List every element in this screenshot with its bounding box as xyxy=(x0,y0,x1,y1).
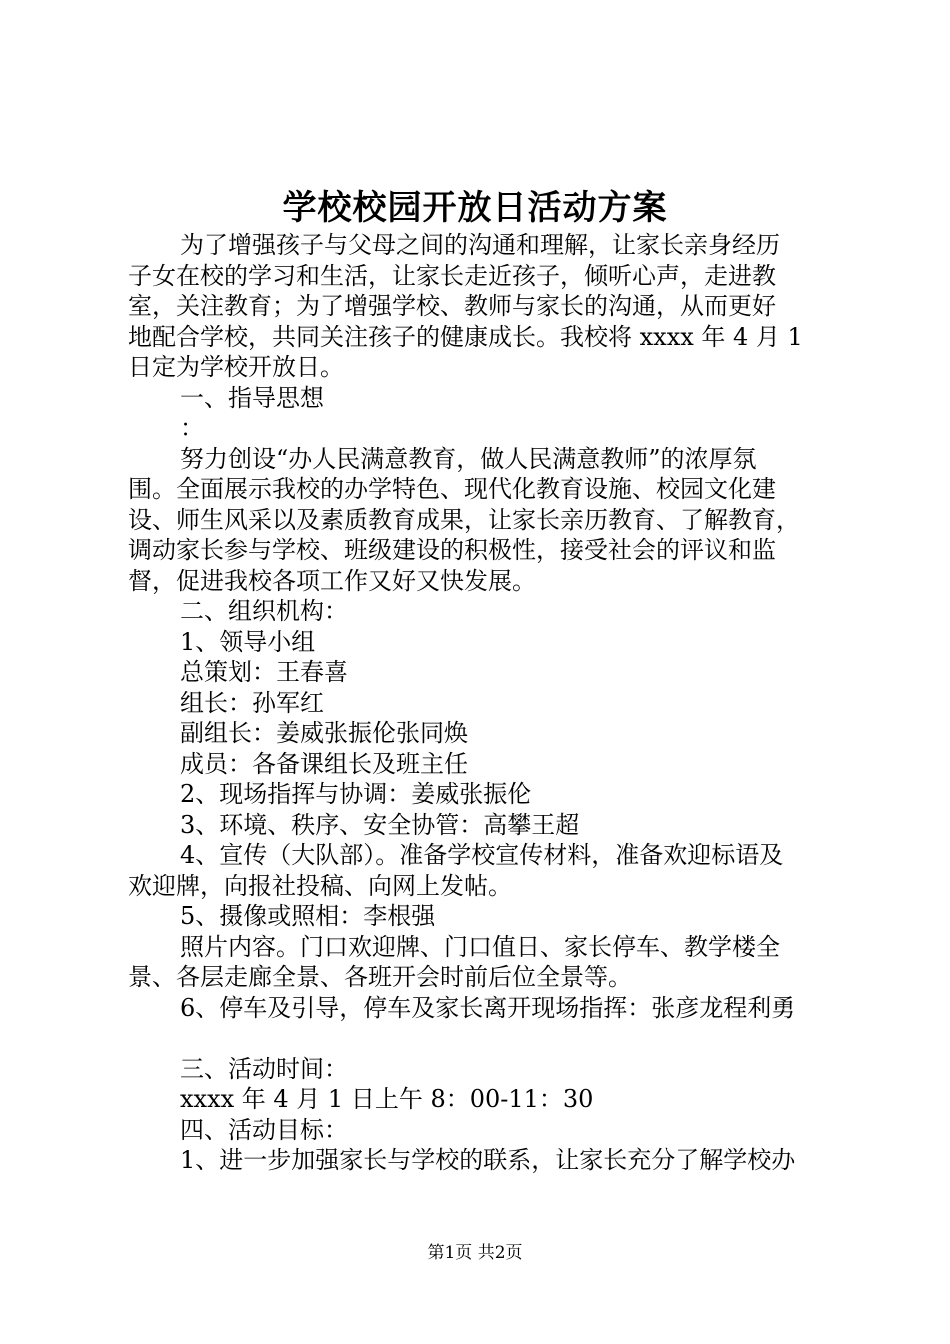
section-heading: 二、组织机构： xyxy=(180,597,348,625)
document-body xyxy=(128,230,834,1176)
list-item: 5、摄像或照相：李根强 xyxy=(180,902,436,930)
paragraph-line: 努力创设“办人民满意教育，做人民满意教师”的浓厚氛 xyxy=(180,444,757,473)
paragraph-line: 子女在校的学习和生活，让家长走近孩子，倾听心声，走进教 xyxy=(128,261,776,290)
paragraph-line: 围。全面展示我校的办学特色、现代化教育设施、校园文化建 xyxy=(128,475,776,503)
paragraph-line: 为了增强孩子与父母之间的沟通和理解，让家长亲身经历 xyxy=(180,231,780,259)
document-title: 学校校园开放日活动方案 xyxy=(282,188,668,228)
list-item: 副组长：姜威张振伦张同焕 xyxy=(180,719,468,747)
section-heading: 四、活动目标： xyxy=(180,1115,348,1144)
list-item: 成员：各备课组长及班主任 xyxy=(180,749,468,778)
blank-line xyxy=(128,1023,834,1054)
list-item: 4、宣传（大队部）。准备学校宣传材料，准备欢迎标语及 xyxy=(180,841,784,869)
paragraph-line: 照片内容。门口欢迎牌、门口值日、家长停车、教学楼全 xyxy=(180,932,780,961)
paragraph-line: 欢迎牌，向报社投稿、向网上发帖。 xyxy=(128,871,512,900)
paragraph-line: 景、各层走廊全景、各班开会时前后位全景等。 xyxy=(128,963,632,991)
page-footer: 第1页 共2页 xyxy=(427,1243,523,1263)
list-item: 1、进一步加强家长与学校的联系，让家长充分了解学校办 xyxy=(180,1146,796,1174)
list-item: 2、现场指挥与协调：姜威张振伦 xyxy=(180,780,532,808)
paragraph-line: xxxx 年 4 月 1 日上午 8：00-11：30 xyxy=(180,1085,594,1113)
list-item: 总策划：王春喜 xyxy=(180,658,348,686)
section-heading: 三、活动时间： xyxy=(180,1054,348,1083)
paragraph-line: 设、师生风采以及素质教育成果，让家长亲历教育、了解教育， xyxy=(128,505,800,534)
paragraph-line: ： xyxy=(180,414,204,442)
paragraph-line: 督，促进我校各项工作又好又快发展。 xyxy=(128,566,536,595)
list-item: 1、领导小组 xyxy=(180,627,316,656)
list-item: 组长：孙军红 xyxy=(180,688,324,717)
paragraph-line: 地配合学校，共同关注孩子的健康成长。我校将 xxxx 年 4 月 1 xyxy=(128,322,803,351)
paragraph-line: 室，关注教育；为了增强学校、教师与家长的沟通，从而更好 xyxy=(128,292,776,320)
list-item: 3、环境、秩序、安全协管：高攀王超 xyxy=(180,810,580,839)
paragraph-line: 日定为学校开放日。 xyxy=(128,353,344,381)
list-item: 6、停车及引导，停车及家长离开现场指挥：张彦龙程利勇 xyxy=(180,993,796,1022)
section-heading: 一、指导思想 xyxy=(180,383,324,412)
paragraph-line: 调动家长参与学校、班级建设的积极性，接受社会的评议和监 xyxy=(128,536,776,564)
